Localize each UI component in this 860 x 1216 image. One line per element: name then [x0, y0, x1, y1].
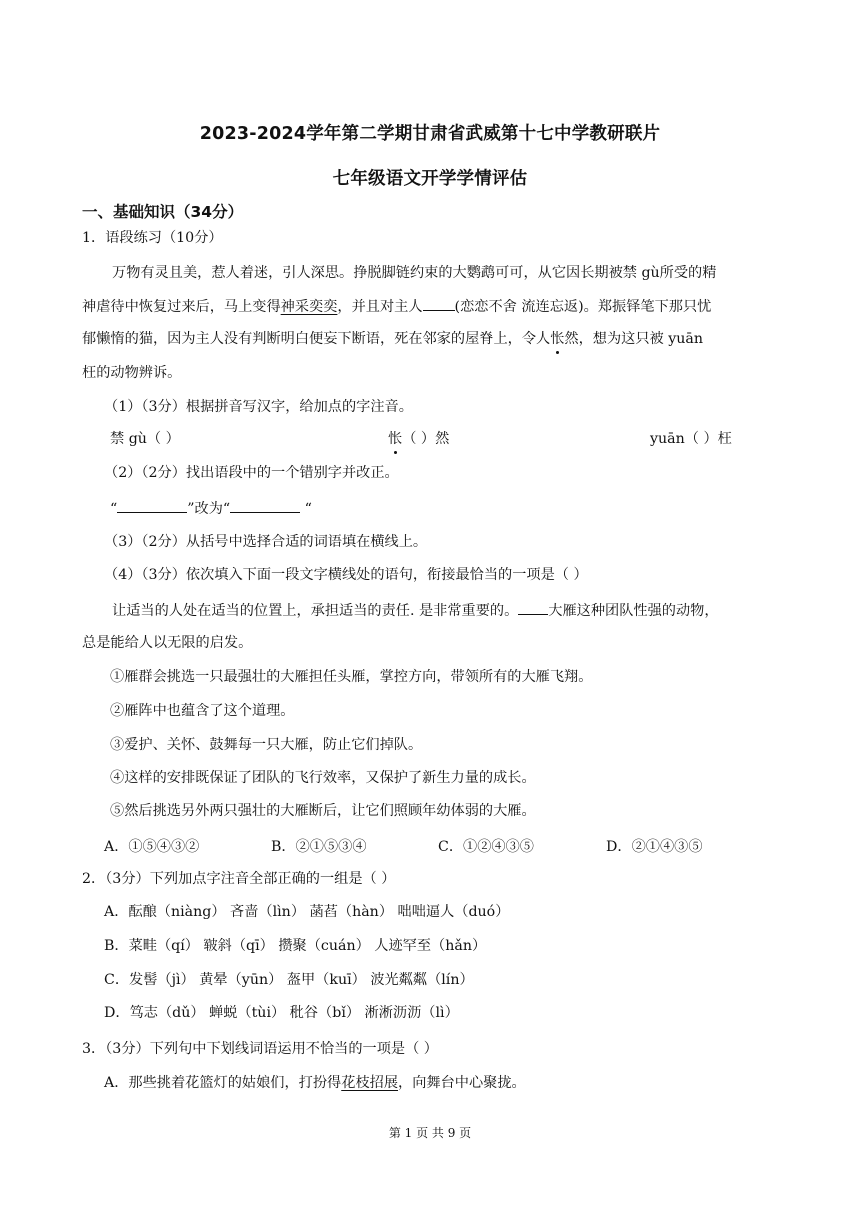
q1-sub-4: （4）（3分）依次填入下面一段文字横线处的语句，衔接最恰当的一项是（ ）	[104, 567, 588, 583]
title-line-2: 七年级语文开学学情评估	[332, 169, 528, 189]
list-item: ⑤然后挑选另外两只强壮的大雁断后，让它们照顾年幼体弱的大雁。	[110, 803, 536, 819]
q2-option-d: D．笃志（dǔ） 蝉蜕（tùi） 秕谷（bǐ） 淅淅沥沥（lì）	[104, 1005, 459, 1021]
q1-sub-1-blank-a: 禁 gù（ ）	[110, 431, 180, 447]
q1-option-d: D．②①④③⑤	[606, 839, 703, 855]
q1-stem: 1．语段练习（10分）	[82, 230, 223, 246]
fill-blank	[423, 295, 455, 311]
dotted-char: 怅	[550, 331, 565, 347]
q1-sub-3: （3）（2分）从括号中选择合适的词语填在横线上。	[104, 534, 428, 550]
section-heading: 一、基础知识（34分）	[82, 203, 244, 221]
page-footer: 第 1 页 共 9 页	[388, 1126, 472, 1140]
q2-option-b: B．菜畦（qí） 皲斜（qī） 攒聚（cuán） 人迹罕至（hǎn）	[104, 938, 487, 954]
title-line-1: 2023-2024学年第二学期甘肃省武威第十七中学教研联片	[199, 124, 661, 144]
q1-sub-1-blank-b: 怅（ ）然	[388, 431, 450, 447]
underlined-phrase: 神采奕奕	[280, 299, 338, 315]
list-item: ④这样的安排既保证了团队的飞行效率，又保护了新生力量的成长。	[110, 770, 536, 786]
list-item: ③爱护、关怀、鼓舞每一只大雁，防止它们掉队。	[110, 737, 423, 753]
q1-paragraph-line-4: 枉的动物辨诉。	[82, 365, 182, 381]
q1-option-c: C．①②④③⑤	[438, 839, 534, 855]
q1-paragraph-line-2: 神虐待中恢复过来后，马上变得神采奕奕，并且对主人 (恋恋不舍 流连忘返)。郑振铎笔下那只忧	[82, 295, 711, 317]
q1-option-a: A．①⑤④③②	[104, 839, 200, 855]
q1-sub-4-passage-line-2: 总是能给人以无限的启发。	[82, 635, 253, 651]
q3-option-a: A．那些挑着花篮灯的姑娘们，打扮得花枝招展，向舞台中心聚拢。	[104, 1075, 526, 1091]
q1-sub-1-blank-c: yuān（ ）枉	[650, 431, 732, 447]
q3-stem: 3．（3分）下列句中下划线词语运用不恰当的一项是（ ）	[82, 1041, 438, 1057]
q1-sub-2: （2）（2分）找出语段中的一个错别字并改正。	[104, 465, 399, 481]
q1-sub-4-passage-line-1: 让适当的人处在适当的位置上，承担适当的责任. 是非常重要的。 大雁这种团队性强的动物，	[112, 599, 719, 621]
q1-paragraph-line-1: 万物有灵且美，惹人着迷，引人深思。挣脱脚链约束的大鹦鹉可可，从它因长期被禁 gù所受的精	[112, 265, 717, 281]
q1-option-b: B．②①⑤③④	[271, 839, 367, 855]
list-item: ①雁群会挑选一只最强壮的大雁担任头雁，掌控方向，带领所有的大雁飞翔。	[110, 669, 593, 685]
q1-paragraph-line-3: 郁懒惰的猫，因为主人没有判断明白便妄下断语，死在邻家的屋脊上，令人怅然，想为这只被 yuān	[82, 331, 703, 347]
q1-sub-2-correction: “ ”改为“ “	[110, 497, 312, 519]
q2-option-c: C．发髻（jì） 黄晕（yūn） 盔甲（kuī） 波光粼粼（lín）	[104, 972, 474, 988]
list-item: ②雁阵中也蕴含了这个道理。	[110, 703, 295, 719]
q2-stem: 2．（3分）下列加点字注音全部正确的一组是（ ）	[82, 871, 396, 887]
q2-option-a: A．酝酿（niàng） 吝啬（lìn） 菡萏（hàn） 咄咄逼人（duó）	[104, 904, 510, 920]
q1-sub-1: （1）（3分）根据拼音写汉字，给加点的字注音。	[104, 399, 413, 415]
underlined-phrase: 花枝招展	[341, 1075, 399, 1091]
